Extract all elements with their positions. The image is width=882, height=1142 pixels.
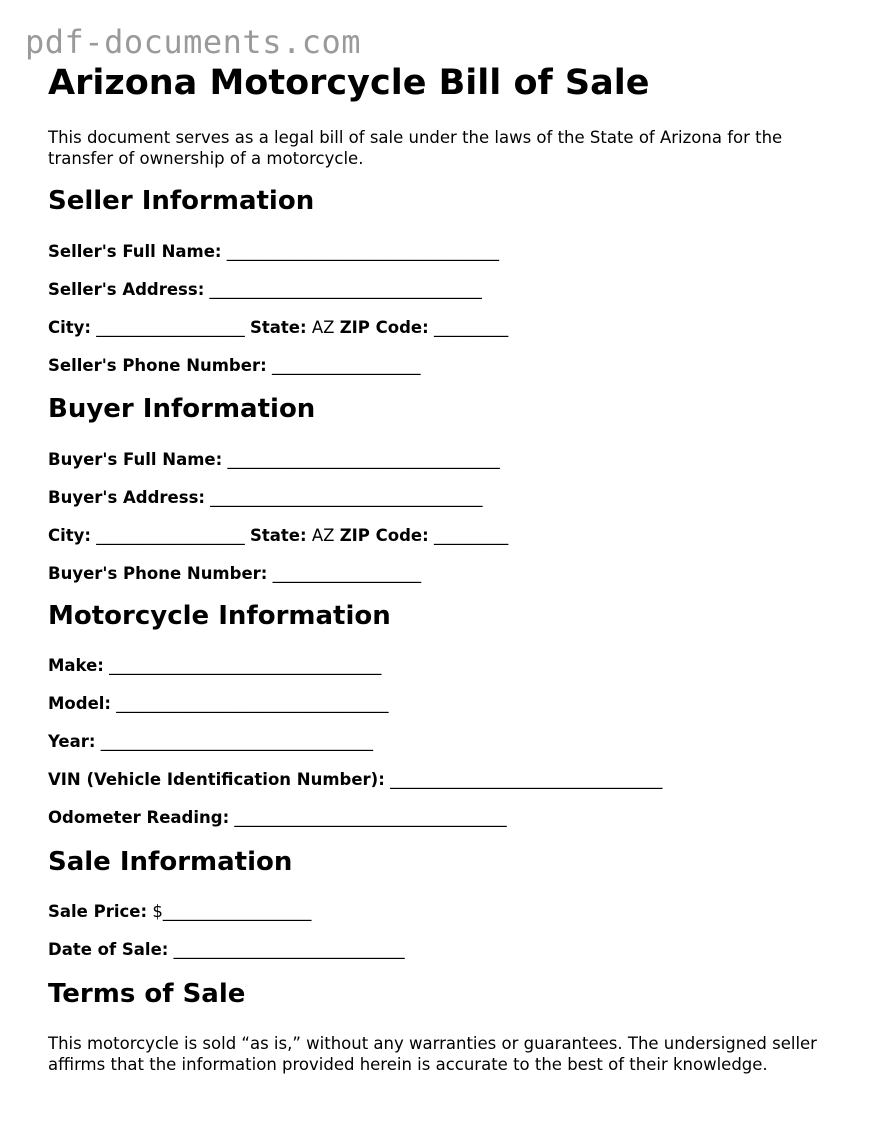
sale-price-label: Sale Price: — [48, 902, 148, 921]
buyer-address-field — [48, 488, 482, 508]
sale-price-blank[interactable]: $__________________ — [152, 902, 312, 921]
odometer-field — [48, 808, 507, 828]
vin-blank[interactable]: _________________________________ — [390, 770, 663, 789]
terms-paragraph: This motorcycle is sold “as is,” without any warranties or guarantees. The undersigned seller affirms that the information provided herein is accurate to the best of their knowledge. — [48, 1034, 817, 1074]
make-blank[interactable]: _________________________________ — [109, 656, 382, 675]
terms-heading: Terms of Sale — [48, 979, 246, 1009]
buyer-zip-label: ZIP Code: — [339, 526, 429, 545]
vin-label: VIN (Vehicle Identification Number): — [48, 770, 385, 789]
seller-state-label: State: — [250, 318, 307, 337]
buyer-name-label: Buyer's Full Name: — [48, 450, 223, 469]
seller-phone-label: Seller's Phone Number: — [48, 356, 267, 375]
buyer-city-label: City: — [48, 526, 92, 545]
seller-name-label: Seller's Full Name: — [48, 242, 222, 261]
odometer-blank[interactable]: _________________________________ — [234, 808, 507, 827]
seller-address-label: Seller's Address: — [48, 280, 205, 299]
buyer-phone-blank[interactable]: __________________ — [272, 564, 422, 583]
year-label: Year: — [48, 732, 96, 751]
seller-city-blank[interactable]: __________________ — [96, 318, 245, 337]
odometer-label: Odometer Reading: — [48, 808, 230, 827]
sale-heading: Sale Information — [48, 847, 293, 877]
seller-state-value: AZ — [311, 318, 335, 337]
buyer-city-blank[interactable]: __________________ — [96, 526, 245, 545]
model-blank[interactable]: _________________________________ — [116, 694, 389, 713]
buyer-phone-field — [48, 564, 421, 584]
make-field — [48, 656, 381, 676]
buyer-phone-label: Buyer's Phone Number: — [48, 564, 268, 583]
buyer-address-label: Buyer's Address: — [48, 488, 205, 507]
sale-date-label: Date of Sale: — [48, 940, 169, 959]
motorcycle-heading: Motorcycle Information — [48, 601, 391, 631]
watermark-text: pdf-documents.com — [25, 23, 362, 61]
buyer-city-state-zip-field — [48, 526, 508, 546]
seller-zip-label: ZIP Code: — [339, 318, 429, 337]
seller-address-field — [48, 280, 482, 300]
buyer-name-field — [48, 450, 500, 470]
seller-address-blank[interactable]: _________________________________ — [209, 280, 482, 299]
buyer-zip-blank[interactable]: _________ — [433, 526, 509, 545]
model-label: Model: — [48, 694, 112, 713]
seller-zip-blank[interactable]: _________ — [433, 318, 509, 337]
seller-city-label: City: — [48, 318, 92, 337]
model-field — [48, 694, 389, 714]
seller-city-state-zip-field — [48, 318, 508, 338]
seller-phone-blank[interactable]: __________________ — [271, 356, 421, 375]
make-label: Make: — [48, 656, 104, 675]
seller-phone-field — [48, 356, 420, 376]
buyer-state-label: State: — [250, 526, 307, 545]
seller-name-field — [48, 242, 499, 262]
sale-date-blank[interactable]: ____________________________ — [173, 940, 405, 959]
buyer-name-blank[interactable]: _________________________________ — [227, 450, 500, 469]
seller-name-blank[interactable]: _________________________________ — [226, 242, 500, 261]
seller-heading: Seller Information — [48, 186, 315, 216]
document-title: Arizona Motorcycle Bill of Sale — [48, 63, 650, 103]
sale-price-field — [48, 902, 311, 922]
buyer-heading: Buyer Information — [48, 394, 316, 424]
intro-paragraph: This document serves as a legal bill of sale under the laws of the State of Arizona for the transfer of ownership of a motorcycle. — [48, 128, 783, 168]
year-blank[interactable]: _________________________________ — [100, 732, 373, 751]
buyer-address-blank[interactable]: _________________________________ — [210, 488, 483, 507]
buyer-state-value: AZ — [311, 526, 335, 545]
year-field — [48, 732, 373, 752]
sale-date-field — [48, 940, 405, 960]
vin-field — [48, 770, 662, 790]
